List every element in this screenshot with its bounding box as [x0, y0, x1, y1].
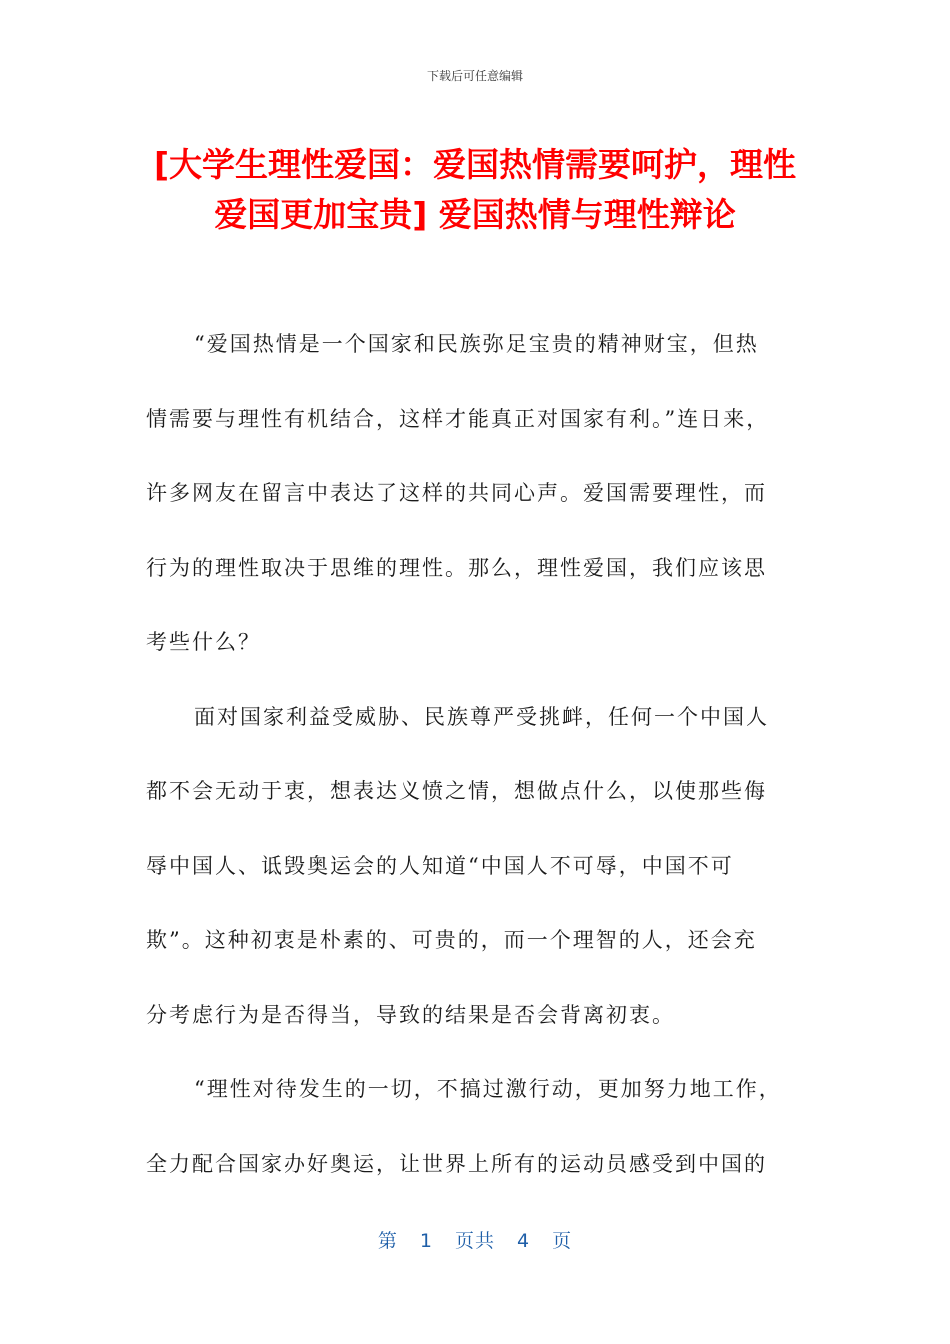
paragraph-line: 都不会无动于衷，想表达义愤之情，想做点什么，以使那些侮 — [146, 779, 767, 803]
page-footer — [0, 1226, 950, 1253]
paragraph-line: 全力配合国家办好奥运，让世界上所有的运动员感受到中国的 — [146, 1151, 767, 1176]
page-label-suffix: 页 — [552, 1230, 573, 1252]
total-pages: 4 — [517, 1230, 531, 1252]
paragraph-line: 分考虑行为是否得当，导致的结果是否会背离初衷。 — [146, 1002, 675, 1027]
paragraph-line: 欺”。这种初衷是朴素的、可贵的，而一个理智的人，还会充 — [146, 928, 757, 952]
title-line-2: 爱国更加宝贵] 爱国热情与理性辩论 — [214, 195, 736, 234]
title-line-1: [大学生理性爱国：爱国热情需要呵护，理性 — [153, 145, 797, 184]
paragraph-line: “理性对待发生的一切，不搞过激行动，更加努力地工作， — [194, 1077, 782, 1101]
page-label-prefix: 第 — [377, 1230, 398, 1252]
paragraph-line: 辱中国人、诋毁奥运会的人知道“中国人不可辱，中国不可 — [146, 853, 734, 878]
paragraph-line: 考些什么？ — [146, 630, 261, 654]
paragraph-line: 面对国家利益受威胁、民族尊严受挑衅，任何一个中国人 — [194, 704, 769, 729]
page-label-middle: 页共 — [454, 1230, 495, 1252]
page-number: 1 — [419, 1230, 433, 1252]
header-note: 下载后可任意编辑 — [426, 69, 523, 83]
paragraph-line: 情需要与理性有机结合，这样才能真正对国家有利。”连日来， — [146, 406, 770, 431]
paragraph-line: 行为的理性取决于思维的理性。那么，理性爱国，我们应该思 — [146, 555, 767, 580]
body-text — [146, 318, 806, 1212]
paragraph-line: “爱国热情是一个国家和民族弥足宝贵的精神财宝，但热 — [194, 332, 759, 356]
document-title — [100, 140, 850, 240]
paragraph-line: 许多网友在留言中表达了这样的共同心声。爱国需要理性，而 — [146, 481, 767, 505]
